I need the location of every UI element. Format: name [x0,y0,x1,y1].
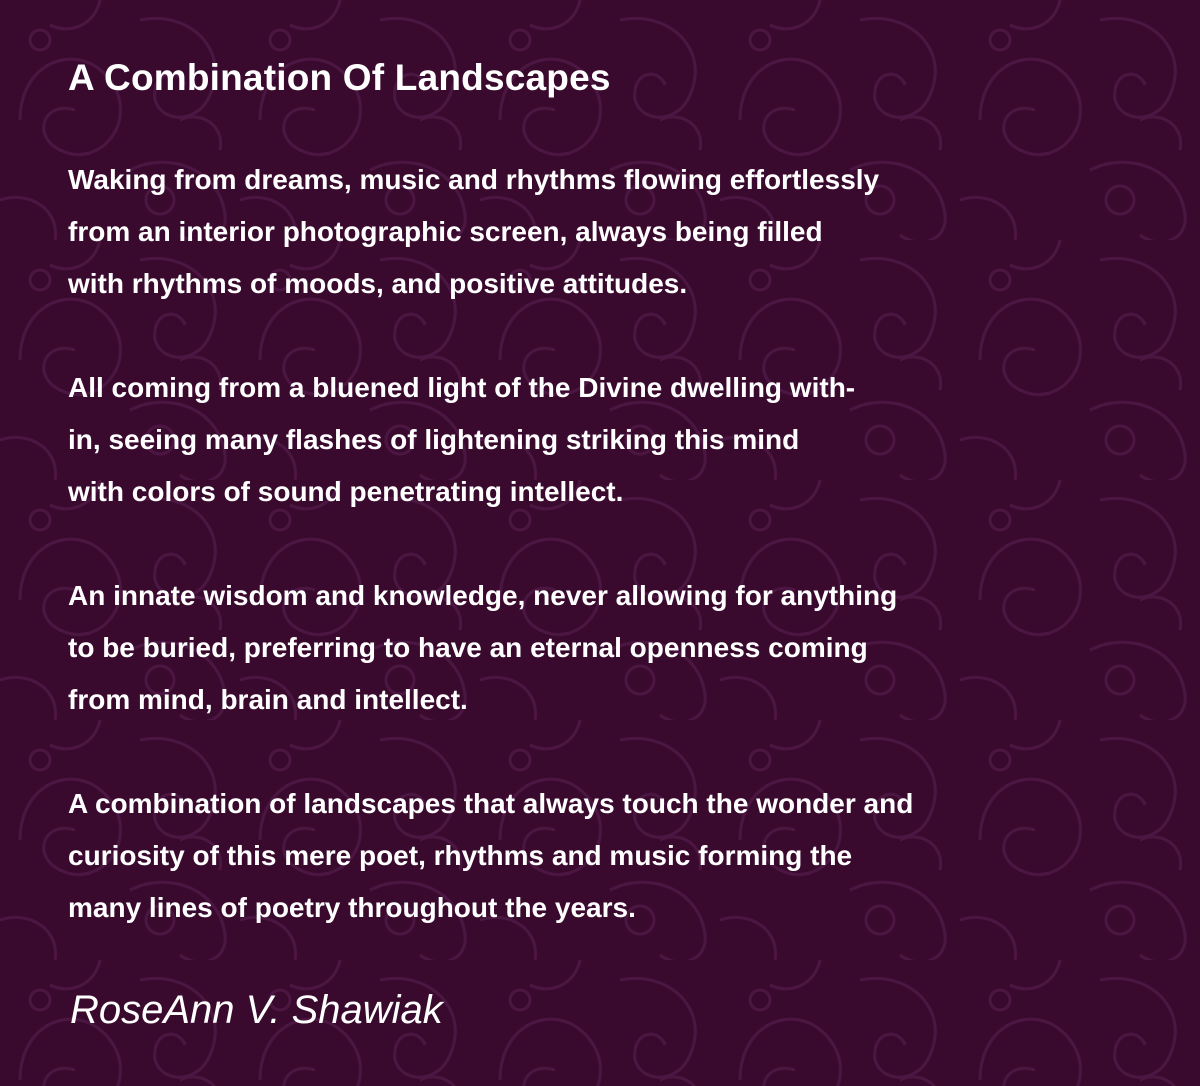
poem-line: from mind, brain and intellect. [68,684,468,715]
poem-line: to be buried, preferring to have an eternal openness coming [68,632,868,663]
poem-line: many lines of poetry throughout the years. [68,892,636,923]
poem-author: RoseAnn V. Shawiak [70,988,443,1032]
poem-line: with rhythms of moods, and positive attitudes. [68,268,688,299]
poem-stanza [68,154,879,310]
poem-line: A combination of landscapes that always touch the wonder and [68,788,914,819]
poem-line: curiosity of this mere poet, rhythms and music forming the [68,840,853,871]
poem-line: Waking from dreams, music and rhythms flowing effortlessly [68,164,880,195]
poem-line: in, seeing many flashes of lightening striking this mind [68,424,800,455]
poem-stanza [68,362,855,518]
poem-line: An innate wisdom and knowledge, never allowing for anything [68,580,898,611]
poem-line: from an interior photographic screen, always being filled [68,216,823,247]
poem-line: All coming from a bluened light of the Divine dwelling with- [68,372,856,403]
poem-stanza [68,778,913,934]
poem-line: with colors of sound penetrating intellect. [68,476,624,507]
poem-stanza [68,570,897,726]
poem-card [68,56,1148,1032]
poem-title: A Combination Of Landscapes [68,57,611,98]
